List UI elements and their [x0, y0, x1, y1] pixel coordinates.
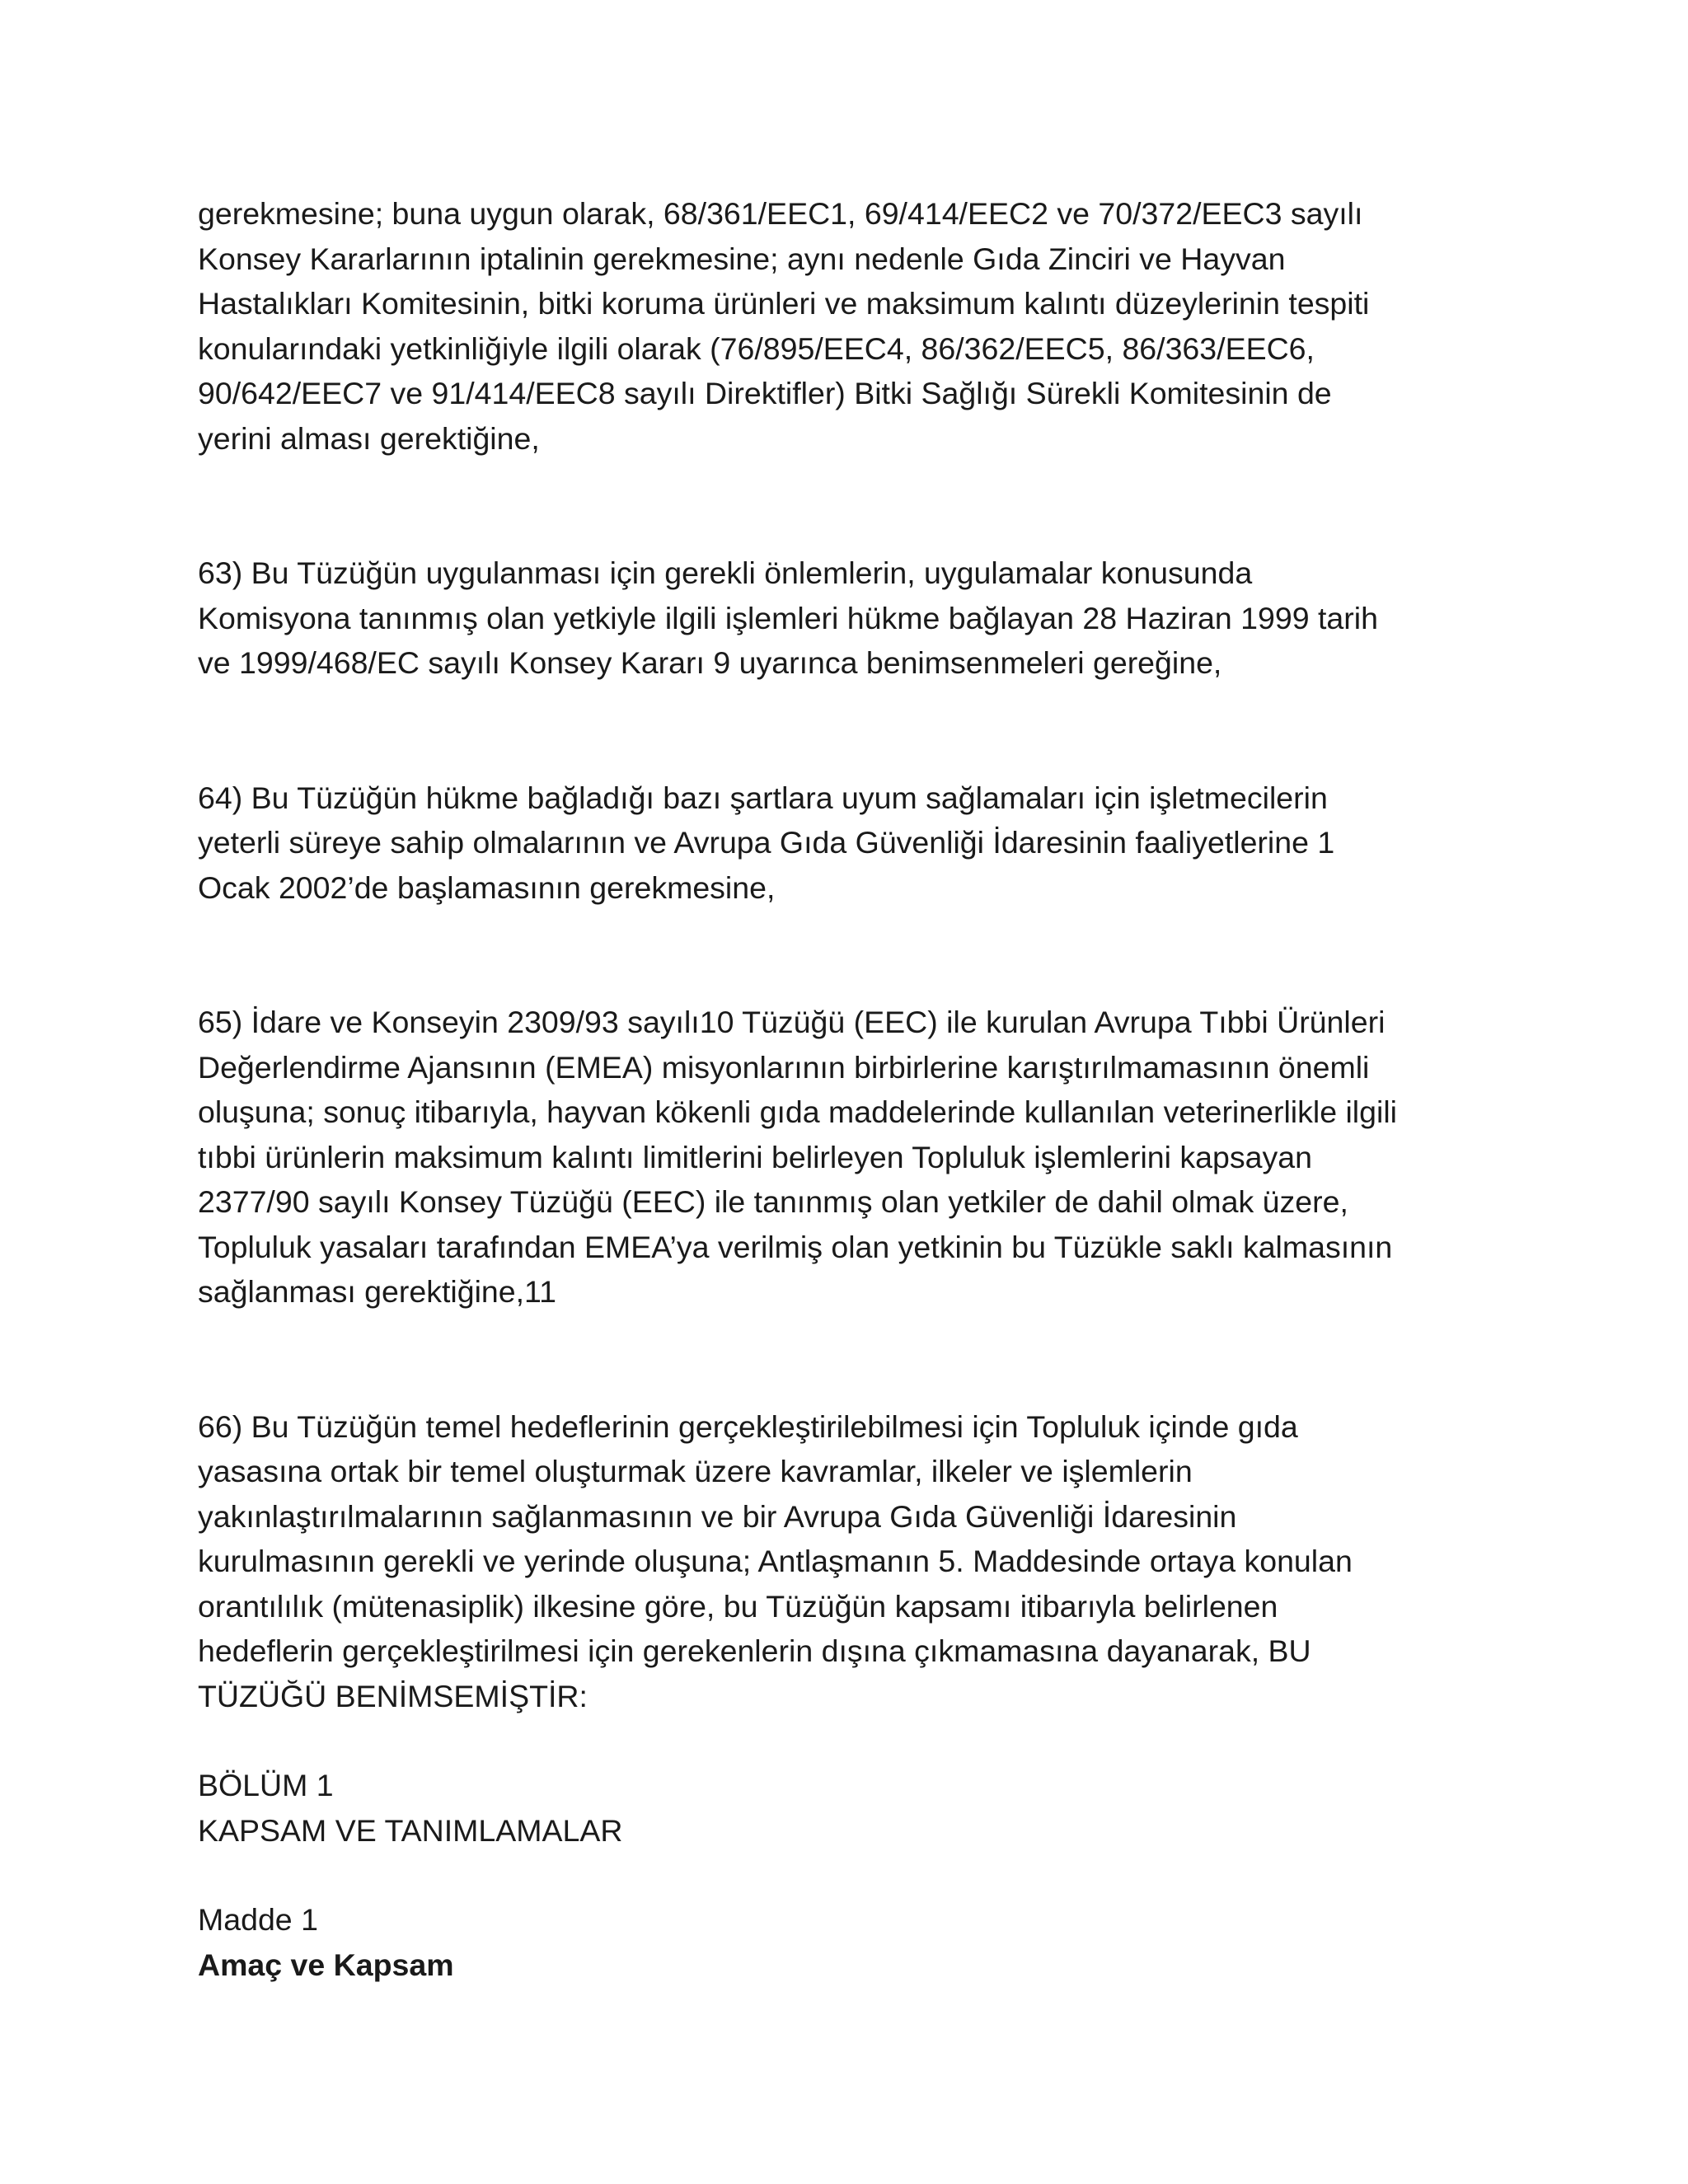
- spacer: [198, 910, 1500, 1000]
- paragraph-62-continued: gerekmesine; buna uygun olarak, 68/361/EEC1, 69/414/EEC2 ve 70/372/EEC3 sayılı Konsey Kararlarının iptalinin gerekmesine; aynı nedenle Gıda Zinciri ve Hayvan Hastalıkları Komitesinin, bitki koruma ürünleri ve maksimum kalıntı düzeylerinin tespiti konularındaki yetkinliğiyle ilgili olarak (76/895/EEC4, 86/362/EEC5, 86/363/EEC6, 90/642/EEC7 ve 91/414/EEC8 sayılı Direktifler) Bitki Sağlığı Sürekli Komitesinin de yerini alması gerektiğine,: [198, 196, 1370, 456]
- spacer: [198, 686, 1500, 776]
- paragraph-66: 66) Bu Tüzüğün temel hedeflerinin gerçekleştirilebilmesi için Topluluk içinde gıda yasasına ortak bir temel oluşturmak üzere kavramlar, ilkeler ve işlemlerin yakınlaştırılmalarının sağlanmasının ve bir Avrupa Gıda Güvenliği İdaresinin kurulmasının gerekli ve yerinde oluşuna; Antlaşmanın 5. Maddesinde ortaya konulan orantılılık (mütenasiplik) ilkesine göre, bu Tüzüğün kapsamı itibarıyla belirlenen hedeflerin gerçekleştirilmesi için gerekenlerin dışına çıkmamasına dayanarak, BU TÜZÜĞÜ BENİMSEMİŞTİR:: [198, 1408, 1353, 1713]
- document-page: [198, 191, 1500, 1987]
- spacer: [198, 461, 1500, 551]
- chapter-number: BÖLÜM 1: [198, 1768, 334, 1802]
- spacer: [198, 1853, 1500, 1897]
- article-number: Madde 1: [198, 1902, 318, 1937]
- chapter-title: KAPSAM VE TANIMLAMALAR: [198, 1812, 623, 1848]
- spacer: [198, 1718, 1500, 1763]
- paragraph-65: 65) İdare ve Konseyin 2309/93 sayılı10 Tüzüğü (EEC) ile kurulan Avrupa Tıbbi Ürünleri Değerlendirme Ajansının (EMEA) misyonlarının birbirlerine karıştırılmamasının önemli oluşuna; sonuç itibarıyla, hayvan kökenli gıda maddelerinde kullanılan veterinerlikle ilgili tıbbi ürünlerin maksimum kalıntı limitlerini belirleyen Topluluk işlemlerini kapsayan 2377/90 sayılı Konsey Tüzüğü (EEC) ile tanınmış olan yetkiler de dahil olmak üzere, Topluluk yasaları tarafından EMEA’ya verilmiş olan yetkinin bu Tüzükle saklı kalmasının sağlanması gerektiğine,11: [198, 1005, 1397, 1309]
- spacer: [198, 1315, 1500, 1404]
- paragraph-64: 64) Bu Tüzüğün hükme bağladığı bazı şartlara uyum sağlamaları için işletmecilerin yeterli süreye sahip olmalarının ve Avrupa Gıda Güvenliği İdaresinin faaliyetlerine 1 Ocak 2002’de başlamasının gerekmesine,: [198, 780, 1335, 905]
- article-title: Amaç ve Kapsam: [198, 1947, 454, 1982]
- paragraph-63: 63) Bu Tüzüğün uygulanması için gerekli önlemlerin, uygulamalar konusunda Komisyona tanınmış olan yetkiyle ilgili işlemleri hükme bağlayan 28 Haziran 1999 tarih ve 1999/468/EC sayılı Konsey Kararı 9 uyarınca benimsenmeleri gereğine,: [198, 555, 1378, 680]
